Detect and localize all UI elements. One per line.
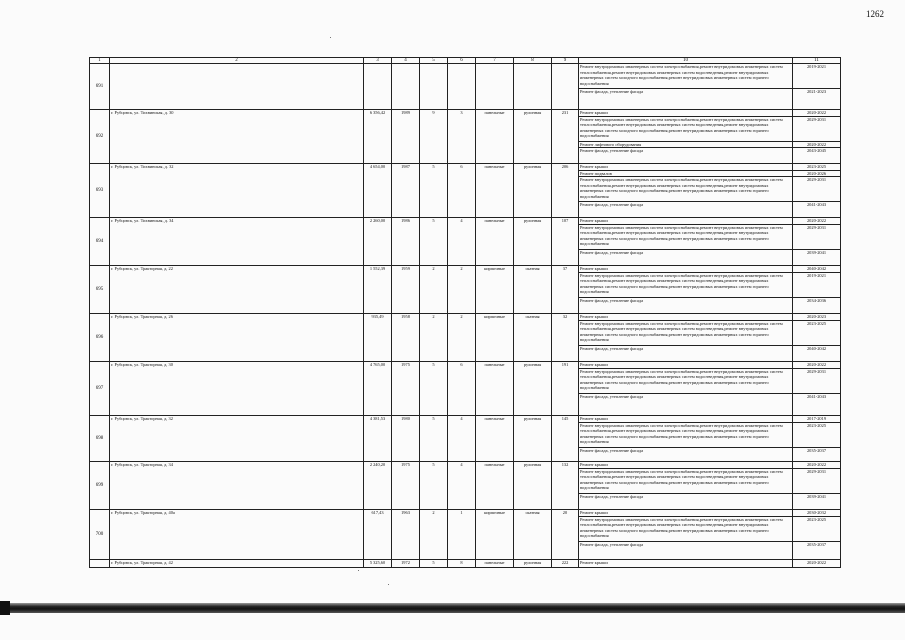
work-years: 2020-2026 bbox=[793, 171, 840, 178]
work-type: Ремонт фасада, утепление фасада bbox=[580, 297, 644, 303]
work-type: Ремонт подвалов bbox=[579, 171, 792, 178]
years-cell bbox=[793, 314, 841, 362]
work-years: 2020-2022 bbox=[793, 110, 840, 117]
value-cell: 222 bbox=[552, 560, 579, 568]
value-cell: 5 bbox=[420, 218, 448, 266]
work-type: Ремонт крыши bbox=[579, 362, 792, 369]
value-cell: 107 bbox=[552, 218, 579, 266]
value-cell bbox=[364, 64, 392, 110]
work-years: 2041-2043 bbox=[806, 202, 827, 207]
address-cell: г. Рубцовск, ул. Тракторная, д. 26 bbox=[110, 314, 364, 362]
value-cell: 5 bbox=[420, 416, 448, 462]
scan-speck bbox=[330, 37, 331, 38]
work-years: 2023-2025 bbox=[793, 423, 840, 448]
work-types-cell bbox=[579, 110, 793, 164]
work-types-cell bbox=[579, 64, 793, 110]
work-years: 2023-2025 bbox=[793, 164, 840, 171]
table-row bbox=[90, 164, 841, 218]
value-cell: 4 654,00 bbox=[364, 164, 392, 218]
value-cell bbox=[476, 64, 514, 110]
work-type: Ремонт фасада, утепление фасада bbox=[580, 447, 644, 453]
value-cell bbox=[392, 64, 420, 110]
work-years: 2019-2021 bbox=[793, 64, 840, 89]
value-cell: 2 bbox=[448, 266, 476, 314]
value-cell: 1975 bbox=[392, 362, 420, 416]
value-cell: 2 260,00 bbox=[364, 218, 392, 266]
work-type: Ремонт фасада, утепление фасада bbox=[580, 393, 644, 399]
value-cell: 4 bbox=[448, 462, 476, 510]
work-type: Ремонт внутридомовых инженерных систем электроснабжения,ремонт внутридомовых инженерных систем теплоснабжения,ремонт внутридомовых инженерных систем водоотведения,ремонт внутридомовых инженерных систем холодного водоснабжения,ремонт внутридомовых инженерных систем горячего водоснабжения bbox=[579, 423, 792, 448]
work-years: 2019-2021 bbox=[793, 273, 840, 298]
address-cell: г. Рубцовск, ул. Тихвинская, д. 30 bbox=[110, 110, 364, 164]
work-type: Ремонт крыши bbox=[579, 510, 792, 517]
value-cell: 6 bbox=[448, 362, 476, 416]
value-cell: 32 bbox=[552, 314, 579, 362]
work-type: Ремонт фасада, утепление фасада bbox=[580, 148, 644, 153]
work-years: 2040-2042 bbox=[793, 266, 840, 273]
value-cell: 5 bbox=[420, 164, 448, 218]
value-cell: рулонная bbox=[514, 560, 552, 568]
work-type: Ремонт крыши bbox=[579, 218, 792, 225]
row-number: 691 bbox=[90, 64, 110, 110]
value-cell: панельные bbox=[476, 110, 514, 164]
value-cell: 4 765,00 bbox=[364, 362, 392, 416]
value-cell: скатная bbox=[514, 266, 552, 314]
value-cell: 8 bbox=[448, 560, 476, 568]
value-cell bbox=[448, 64, 476, 110]
table-row bbox=[90, 266, 841, 314]
value-cell: 191 bbox=[552, 362, 579, 416]
address-cell: г. Рубцовск, ул. Тракторная, д. 34 bbox=[110, 462, 364, 510]
value-cell: 2 bbox=[420, 510, 448, 560]
work-years: 2020-2022 bbox=[806, 560, 827, 565]
work-type: Ремонт внутридомовых инженерных систем электроснабжения,ремонт внутридомовых инженерных систем теплоснабжения,ремонт внутридомовых инженерных систем водоотведения,ремонт внутридомовых инженерных систем холодного водоснабжения,ремонт внутридомовых инженерных систем горячего водоснабжения bbox=[579, 469, 792, 494]
value-cell: 5 bbox=[420, 560, 448, 568]
value-cell: панельные bbox=[476, 560, 514, 568]
work-years: 2039-2041 bbox=[806, 249, 827, 255]
column-index-cell: 7 bbox=[476, 58, 514, 64]
value-cell: 1958 bbox=[392, 314, 420, 362]
row-number: 698 bbox=[90, 416, 110, 462]
table-row bbox=[90, 362, 841, 416]
work-types-cell bbox=[579, 218, 793, 266]
value-cell: рулонная bbox=[514, 462, 552, 510]
value-cell bbox=[420, 64, 448, 110]
value-cell: 6 356,42 bbox=[364, 110, 392, 164]
work-years: 2029-2031 bbox=[793, 177, 840, 202]
value-cell: 1980 bbox=[392, 416, 420, 462]
column-index-cell: 4 bbox=[392, 58, 420, 64]
work-types-cell bbox=[579, 416, 793, 462]
value-cell: скатная bbox=[514, 314, 552, 362]
value-cell: 1 552,39 bbox=[364, 266, 392, 314]
address-cell: г. Рубцовск, ул. Тракторная, д. 42 bbox=[110, 560, 364, 568]
row-number: 692 bbox=[90, 110, 110, 164]
work-type: Ремонт фасада, утепление фасада bbox=[580, 202, 644, 207]
value-cell: панельные bbox=[476, 462, 514, 510]
row-number: 694 bbox=[90, 218, 110, 266]
years-cell bbox=[793, 266, 841, 314]
value-cell: 617,43 bbox=[364, 510, 392, 560]
work-years: 2040-2042 bbox=[806, 345, 827, 351]
work-years: 2029-2031 bbox=[793, 469, 840, 494]
table-row bbox=[90, 314, 841, 362]
work-years: 2039-2041 bbox=[806, 493, 827, 499]
value-cell: рулонная bbox=[514, 362, 552, 416]
years-cell bbox=[793, 110, 841, 164]
value-cell: 145 bbox=[552, 416, 579, 462]
value-cell: 4 381,53 bbox=[364, 416, 392, 462]
value-cell: рулонная bbox=[514, 416, 552, 462]
column-index-cell: 2 bbox=[110, 58, 364, 64]
work-years: 2029-2031 bbox=[793, 225, 840, 250]
row-number: 695 bbox=[90, 266, 110, 314]
value-cell: кирпичные bbox=[476, 314, 514, 362]
value-cell: 935,49 bbox=[364, 314, 392, 362]
value-cell: панельные bbox=[476, 218, 514, 266]
work-types-cell bbox=[579, 510, 793, 560]
value-cell: 1963 bbox=[392, 510, 420, 560]
work-years: 2035-2037 bbox=[806, 447, 827, 453]
column-index-cell: 11 bbox=[793, 58, 841, 64]
work-type: Ремонт внутридомовых инженерных систем электроснабжения,ремонт внутридомовых инженерных систем теплоснабжения,ремонт внутридомовых инженерных систем водоотведения,ремонт внутридомовых инженерных систем холодного водоснабжения,ремонт внутридомовых инженерных систем горячего водоснабжения bbox=[579, 517, 792, 542]
value-cell: 5 325,60 bbox=[364, 560, 392, 568]
address-cell: г. Рубцовск, ул. Тракторная, д. 32 bbox=[110, 416, 364, 462]
value-cell: 9 bbox=[420, 110, 448, 164]
row-number: 693 bbox=[90, 164, 110, 218]
years-cell bbox=[793, 510, 841, 560]
value-cell: 231 bbox=[552, 110, 579, 164]
work-years: 2020-2023 bbox=[793, 314, 840, 321]
value-cell: 1986 bbox=[392, 218, 420, 266]
column-index-cell: 8 bbox=[514, 58, 552, 64]
work-years: 2030-2032 bbox=[793, 510, 840, 517]
work-type: Ремонт крыши bbox=[579, 416, 792, 423]
address-cell: г. Рубцовск, ул. Тихвинская, д. 32 bbox=[110, 164, 364, 218]
value-cell: 1972 bbox=[392, 560, 420, 568]
value-cell: 3 bbox=[448, 110, 476, 164]
row-number: 700 bbox=[90, 510, 110, 560]
work-years: 2029-2031 bbox=[793, 369, 840, 394]
work-years: 2017-2019 bbox=[793, 416, 840, 423]
work-years: 2041-2043 bbox=[806, 393, 827, 399]
value-cell bbox=[552, 64, 579, 110]
work-type: Ремонт внутридомовых инженерных систем электроснабжения,ремонт внутридомовых инженерных систем теплоснабжения,ремонт внутридомовых инженерных систем водоотведения,ремонт внутридомовых инженерных систем холодного водоснабжения,ремонт внутридомовых инженерных систем горячего водоснабжения bbox=[579, 64, 792, 89]
value-cell: 206 bbox=[552, 164, 579, 218]
work-type: Ремонт внутридомовых инженерных систем электроснабжения,ремонт внутридомовых инженерных систем теплоснабжения,ремонт внутридомовых инженерных систем водоотведения,ремонт внутридомовых инженерных систем холодного водоснабжения,ремонт внутридомовых инженерных систем горячего водоснабжения bbox=[579, 273, 792, 298]
address-cell bbox=[110, 64, 364, 110]
value-cell: панельные bbox=[476, 362, 514, 416]
work-type: Ремонт внутридомовых инженерных систем электроснабжения,ремонт внутридомовых инженерных систем теплоснабжения,ремонт внутридомовых инженерных систем водоотведения,ремонт внутридомовых инженерных систем холодного водоснабжения,ремонт внутридомовых инженерных систем горячего водоснабжения bbox=[579, 225, 792, 250]
work-years: 2034-2036 bbox=[806, 297, 827, 303]
years-cell bbox=[793, 218, 841, 266]
value-cell: скатная bbox=[514, 510, 552, 560]
value-cell: рулонная bbox=[514, 164, 552, 218]
table-row bbox=[90, 218, 841, 266]
work-type: Ремонт внутридомовых инженерных систем электроснабжения,ремонт внутридомовых инженерных систем теплоснабжения,ремонт внутридомовых инженерных систем водоотведения,ремонт внутридомовых инженерных систем холодного водоснабжения,ремонт внутридомовых инженерных систем горячего водоснабжения bbox=[579, 321, 792, 346]
value-cell: 2 bbox=[448, 314, 476, 362]
value-cell: 4 bbox=[448, 218, 476, 266]
table-row bbox=[90, 64, 841, 110]
value-cell: панельные bbox=[476, 416, 514, 462]
address-cell: г. Рубцовск, ул. Тихвинская, д. 34 bbox=[110, 218, 364, 266]
row-number: 696 bbox=[90, 314, 110, 362]
value-cell: 1989 bbox=[392, 110, 420, 164]
value-cell: 6 bbox=[448, 164, 476, 218]
value-cell: 37 bbox=[552, 266, 579, 314]
value-cell: 2 bbox=[420, 314, 448, 362]
work-years: 2023-2025 bbox=[793, 321, 840, 346]
work-years: 2021-2023 bbox=[806, 89, 827, 94]
work-type: Ремонт крыши bbox=[580, 560, 608, 565]
work-years: 2020-2022 bbox=[793, 362, 840, 369]
value-cell bbox=[514, 64, 552, 110]
work-type: Ремонт фасада, утепление фасада bbox=[580, 541, 644, 547]
years-cell bbox=[793, 416, 841, 462]
row-number bbox=[90, 560, 110, 568]
value-cell: 1 bbox=[448, 510, 476, 560]
page-number: 1262 bbox=[866, 9, 884, 19]
value-cell: 1987 bbox=[392, 164, 420, 218]
work-type: Ремонт внутридомовых инженерных систем электроснабжения,ремонт внутридомовых инженерных систем теплоснабжения,ремонт внутридомовых инженерных систем водоотведения,ремонт внутридомовых инженерных систем холодного водоснабжения,ремонт внутридомовых инженерных систем горячего водоснабжения bbox=[579, 177, 792, 202]
work-types-cell bbox=[579, 362, 793, 416]
value-cell: 1975 bbox=[392, 462, 420, 510]
work-type: Ремонт крыши bbox=[579, 164, 792, 171]
work-years: 2035-2037 bbox=[806, 541, 827, 547]
value-cell: рулонная bbox=[514, 218, 552, 266]
value-cell: 5 bbox=[420, 362, 448, 416]
column-index-cell: 5 bbox=[420, 58, 448, 64]
years-cell bbox=[793, 164, 841, 218]
table-row bbox=[90, 462, 841, 510]
work-years: 2023-2025 bbox=[793, 517, 840, 542]
scan-speck bbox=[388, 584, 389, 585]
table-row bbox=[90, 560, 841, 568]
scan-edge-shadow bbox=[0, 603, 905, 613]
column-index-cell: 9 bbox=[552, 58, 579, 64]
work-years: 2020-2022 bbox=[793, 142, 840, 149]
scan-speck bbox=[358, 570, 359, 571]
table-row bbox=[90, 510, 841, 560]
value-cell: панельные bbox=[476, 164, 514, 218]
address-cell: г. Рубцовск, ул. Тракторная, д. 22 bbox=[110, 266, 364, 314]
work-years: 2043-2045 bbox=[806, 148, 827, 153]
years-cell bbox=[793, 462, 841, 510]
years-cell bbox=[793, 560, 841, 568]
address-cell: г. Рубцовск, ул. Тракторная, д. 40а bbox=[110, 510, 364, 560]
value-cell: 4 bbox=[448, 416, 476, 462]
years-cell bbox=[793, 362, 841, 416]
years-cell bbox=[793, 64, 841, 110]
work-type: Ремонт крыши bbox=[579, 462, 792, 469]
work-type: Ремонт фасада, утепление фасада bbox=[580, 345, 644, 351]
value-cell: 2 bbox=[420, 266, 448, 314]
work-type: Ремонт фасада, утепление фасада bbox=[580, 249, 644, 255]
value-cell: 1959 bbox=[392, 266, 420, 314]
column-index-cell: 10 bbox=[579, 58, 793, 64]
value-cell: рулонная bbox=[514, 110, 552, 164]
value-cell: кирпичные bbox=[476, 510, 514, 560]
address-cell: г. Рубцовск, ул. Тракторная, д. 30 bbox=[110, 362, 364, 416]
value-cell: 5 bbox=[420, 462, 448, 510]
value-cell: 20 bbox=[552, 510, 579, 560]
work-types-cell bbox=[579, 266, 793, 314]
value-cell: кирпичные bbox=[476, 266, 514, 314]
row-number: 699 bbox=[90, 462, 110, 510]
work-years: 2020-2022 bbox=[793, 218, 840, 225]
column-index-cell: 3 bbox=[364, 58, 392, 64]
column-index-cell: 1 bbox=[90, 58, 110, 64]
work-types-cell bbox=[579, 462, 793, 510]
work-type: Ремонт фасада, утепление фасада bbox=[580, 493, 644, 499]
work-types-cell bbox=[579, 560, 793, 568]
row-number: 697 bbox=[90, 362, 110, 416]
table-row bbox=[90, 416, 841, 462]
work-type: Ремонт крыши bbox=[579, 110, 792, 117]
column-index-cell: 6 bbox=[448, 58, 476, 64]
work-type: Ремонт внутридомовых инженерных систем электроснабжения,ремонт внутридомовых инженерных систем теплоснабжения,ремонт внутридомовых инженерных систем водоотведения,ремонт внутридомовых инженерных систем холодного водоснабжения,ремонт внутридомовых инженерных систем горячего водоснабжения bbox=[579, 369, 792, 394]
work-type: Ремонт крыши bbox=[579, 266, 792, 273]
work-type: Ремонт лифтового оборудования bbox=[579, 142, 792, 149]
work-types-cell bbox=[579, 314, 793, 362]
work-type: Ремонт внутридомовых инженерных систем электроснабжения,ремонт внутридомовых инженерных систем теплоснабжения,ремонт внутридомовых инженерных систем водоотведения,ремонт внутридомовых инженерных систем холодного водоснабжения,ремонт внутридомовых инженерных систем горячего водоснабжения bbox=[579, 117, 792, 142]
capital-repair-table bbox=[89, 57, 841, 568]
work-years: 2029-2031 bbox=[793, 117, 840, 142]
table-row bbox=[90, 110, 841, 164]
value-cell: 2 240,20 bbox=[364, 462, 392, 510]
work-type: Ремонт фасада, утепление фасада bbox=[580, 89, 644, 94]
work-type: Ремонт крыши bbox=[579, 314, 792, 321]
value-cell: 132 bbox=[552, 462, 579, 510]
work-types-cell bbox=[579, 164, 793, 218]
work-years: 2020-2022 bbox=[793, 462, 840, 469]
